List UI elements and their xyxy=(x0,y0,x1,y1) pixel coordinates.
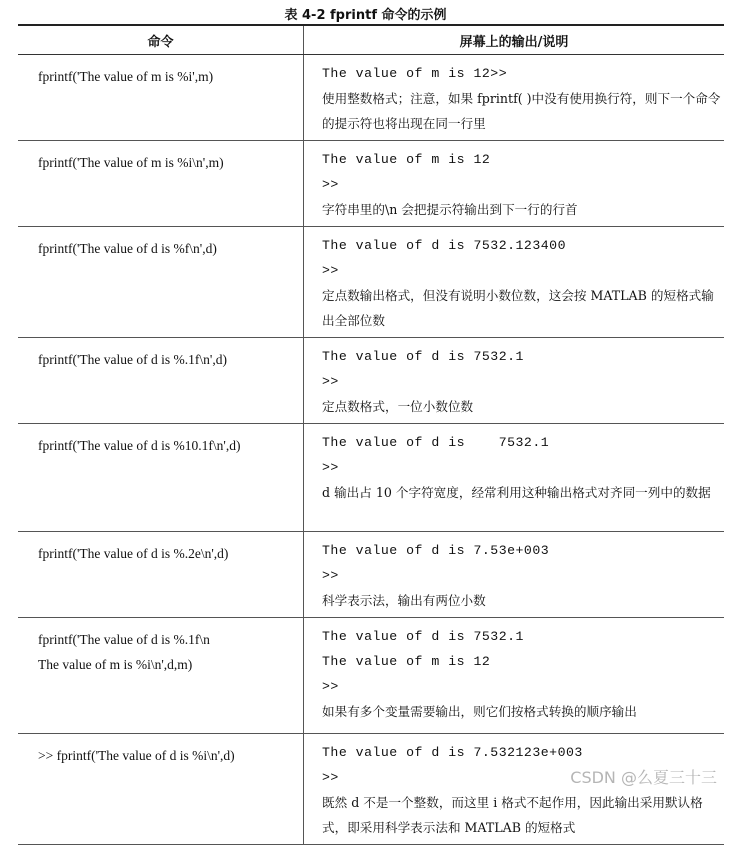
command-cell xyxy=(18,424,304,532)
output-line: >> xyxy=(322,460,339,475)
command-text xyxy=(18,338,303,372)
command-cell xyxy=(18,618,304,734)
output-cell xyxy=(304,618,725,734)
command-cell xyxy=(18,532,304,618)
table-row xyxy=(18,227,724,338)
output-line: The value of m is 12 xyxy=(322,152,491,167)
header-command: 命令 xyxy=(18,25,304,55)
table-row xyxy=(18,55,724,141)
output-line: The value of d is 7532.123400 xyxy=(322,238,566,253)
command-cell xyxy=(18,734,304,845)
output-cell xyxy=(304,424,725,532)
command-line: fprintf('The value of m is %i\n',m) xyxy=(38,155,224,170)
output-line: The value of d is 7.532123e+003 xyxy=(322,745,583,760)
output-line: The value of d is 7.53e+003 xyxy=(322,543,550,558)
table-row xyxy=(18,338,724,424)
output-note: 字符串里的\n 会把提示符输出到下一行的行首 xyxy=(322,202,578,217)
fprintf-examples-table xyxy=(18,24,724,845)
output-line: >> xyxy=(322,263,339,278)
command-text xyxy=(18,618,303,677)
output-cell xyxy=(304,55,725,141)
command-text xyxy=(18,532,303,566)
command-cell xyxy=(18,55,304,141)
output-cell xyxy=(304,141,725,227)
output-note: 定点数输出格式，但没有说明小数位数，这会按 MATLAB 的短格式输出全部位数 xyxy=(322,288,714,328)
command-line: fprintf('The value of d is %10.1f\n',d) xyxy=(38,438,241,453)
table-row xyxy=(18,618,724,734)
output-note: d 输出占 10 个字符宽度，经常利用这种输出格式对齐同一列中的数据 xyxy=(322,485,711,500)
command-line: The value of m is %i\n',d,m) xyxy=(38,657,193,672)
output-line: >> xyxy=(322,177,339,192)
table-title: 表 4-2 fprintf 命令的示例 xyxy=(284,8,447,23)
table-row xyxy=(18,424,724,532)
output-line: The value of d is 7532.1 xyxy=(322,629,524,644)
command-line: >> fprintf('The value of d is %i\n',d) xyxy=(38,748,235,763)
output-cell xyxy=(304,532,725,618)
output-line: The value of d is 7532.1 xyxy=(322,435,550,450)
table-row xyxy=(18,141,724,227)
output-note: 使用整数格式；注意，如果 fprintf( )中没有使用换行符，则下一个命令的提示符也将出现在同一行里 xyxy=(322,91,721,131)
output-note: 科学表示法，输出有两位小数 xyxy=(322,593,486,608)
table-row xyxy=(18,734,724,845)
command-text xyxy=(18,141,303,175)
table-row xyxy=(18,532,724,618)
output-line: The value of m is 12 xyxy=(322,654,491,669)
command-cell xyxy=(18,338,304,424)
command-text xyxy=(18,734,303,768)
watermark: CSDN @么夏三十三 xyxy=(570,768,717,787)
output-line: The value of d is 7532.1 xyxy=(322,349,524,364)
command-text xyxy=(18,55,303,89)
command-line: fprintf('The value of d is %.1f\n',d) xyxy=(38,352,227,367)
command-line: fprintf('The value of m is %i',m) xyxy=(38,69,214,84)
command-text xyxy=(18,424,303,458)
output-note: 定点数格式，一位小数位数 xyxy=(322,399,474,414)
output-cell xyxy=(304,227,725,338)
header-output: 屏幕上的输出/说明 xyxy=(304,25,725,55)
output-line: >> xyxy=(322,374,339,389)
output-cell xyxy=(304,734,725,845)
output-line: >> xyxy=(322,568,339,583)
header-row xyxy=(18,25,724,55)
command-line: fprintf('The value of d is %f\n',d) xyxy=(38,241,217,256)
command-cell xyxy=(18,141,304,227)
output-cell xyxy=(304,338,725,424)
output-line: >> xyxy=(322,679,339,694)
command-line: fprintf('The value of d is %.2e\n',d) xyxy=(38,546,229,561)
command-text xyxy=(18,227,303,261)
output-note: 如果有多个变量需要输出，则它们按格式转换的顺序输出 xyxy=(322,704,637,719)
command-cell xyxy=(18,227,304,338)
output-note: 既然 d 不是一个整数，而这里 i 格式不起作用，因此输出采用默认格式，即采用科学表示法和 MATLAB 的短格式 xyxy=(322,795,703,835)
output-line: >> xyxy=(322,770,339,785)
command-line: fprintf('The value of d is %.1f\n xyxy=(38,632,210,647)
output-line: The value of m is 12>> xyxy=(322,66,508,81)
